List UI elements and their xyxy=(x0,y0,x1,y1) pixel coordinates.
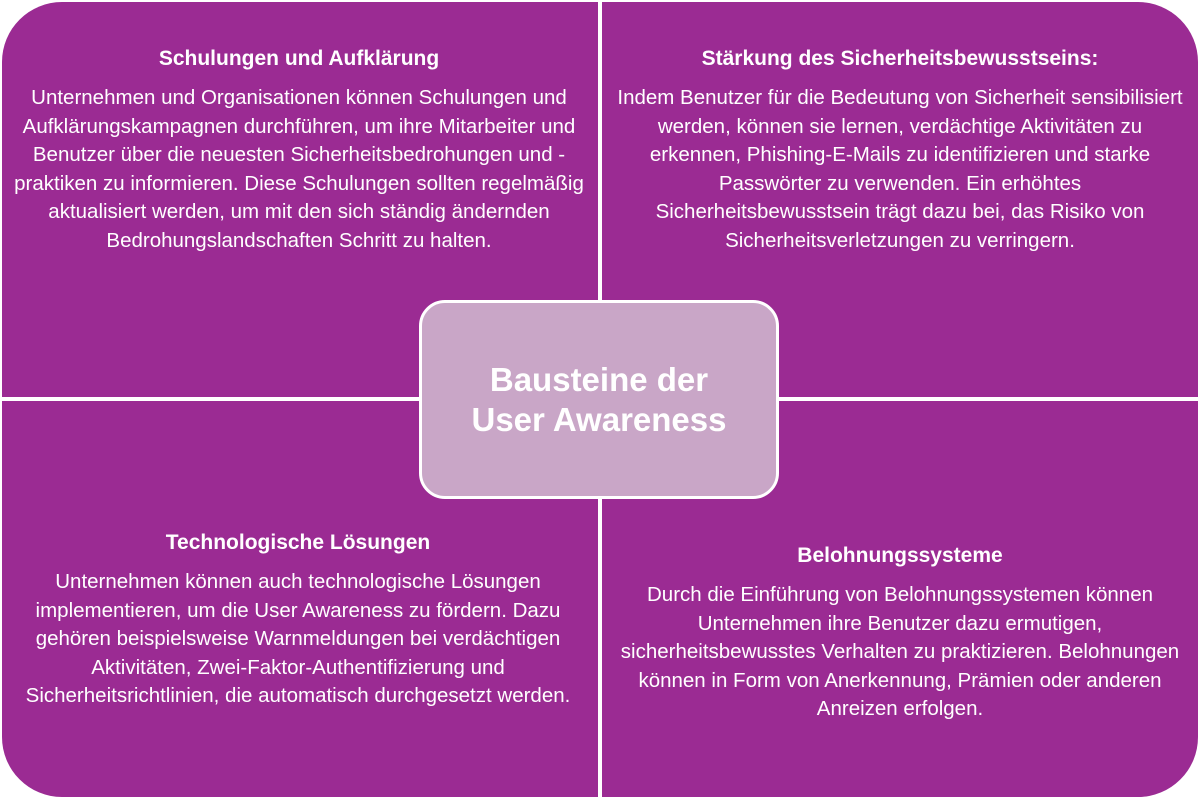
quadrant-top-left-heading: Schulungen und Aufklärung xyxy=(158,47,440,70)
quadrant-top-right-text: Indem Benutzer für die Bedeutung von Sicherheit sensibilisiert werden, können sie lernen, verdächtige Aktivitäten zu erkennen, Phishing-E-Mails zu identifizieren und starke Passwörter zu verwenden. Ein erhöhtes Sicherheitsbewusstsein trägt dazu bei, das Risiko von Sicherheitsverletzungen zu verringern. xyxy=(617,86,1183,252)
quadrant-bottom-left-content xyxy=(2,530,598,711)
quadrant-top-right-content xyxy=(602,46,1198,256)
quadrant-bottom-left-text: Unternehmen können auch technologische Lösungen implementieren, um die User Awareness zu fördern. Dazu gehören beispielsweise Warnmeldungen bei verdächtigen Aktivitäten, Zwei-Faktor-Authentifizierung und Sicherheitsrichtlinien, die automatisch durchgesetzt werden. xyxy=(25,570,571,708)
quadrant-bottom-right-content xyxy=(602,543,1198,724)
center-title-box xyxy=(419,300,779,499)
quadrant-top-left-content xyxy=(2,46,598,256)
quadrant-bottom-right-heading: Belohnungssysteme xyxy=(797,544,1003,567)
quadrant-top-right-heading: Stärkung des Sicherheitsbewusstseins: xyxy=(701,47,1099,70)
center-title: Bausteine der User Awareness xyxy=(471,360,727,438)
quadrant-bottom-right-text: Durch die Einführung von Belohnungssystemen können Unternehmen ihre Benutzer dazu ermutigen, sicherheitsbewusstes Verhalten zu praktizieren. Belohnungen können in Form von Anerkennung, Prämien oder anderen Anreizen erfolgen. xyxy=(620,583,1180,721)
quadrant-bottom-left-heading: Technologische Lösungen xyxy=(165,531,431,554)
quadrant-top-left-text: Unternehmen und Organisationen können Schulungen und Aufklärungskampagnen durchführen, um ihre Mitarbeiter und Benutzer über die neuesten Sicherheitsbedrohungen und -praktiken zu informieren. Diese Schulungen sollten regelmäßig aktualisiert werden, um mit den sich ständig ändernden Bedrohungslandschaften Schritt zu halten. xyxy=(14,86,584,252)
